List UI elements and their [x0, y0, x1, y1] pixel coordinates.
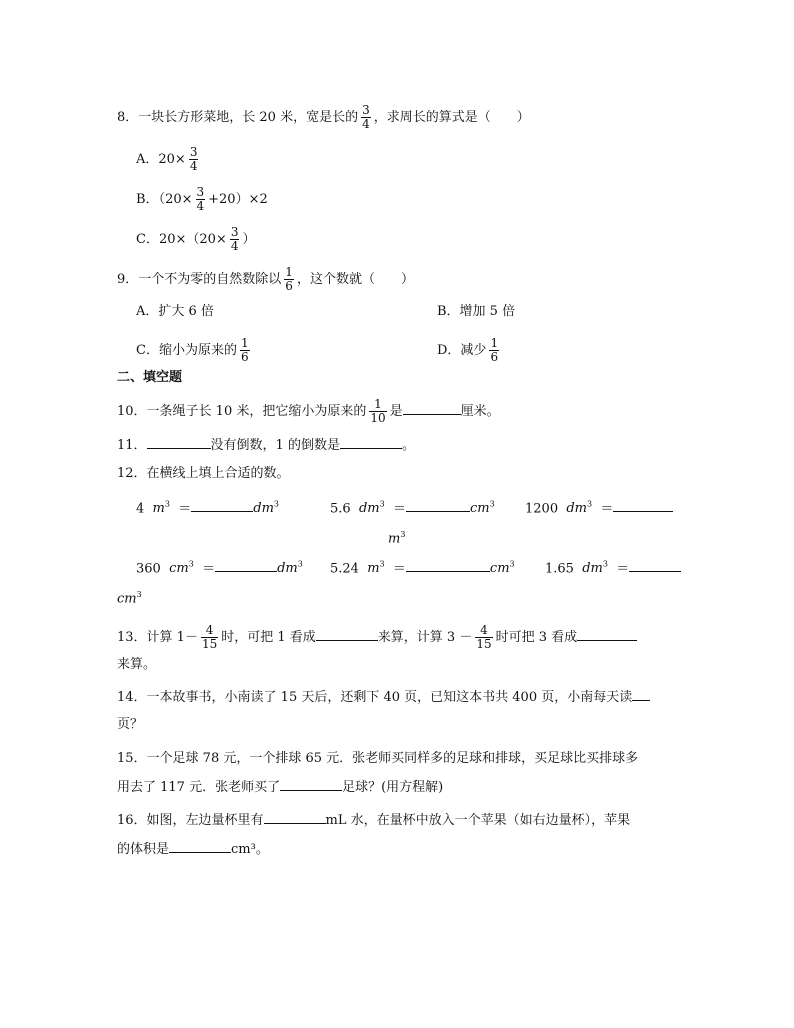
q13-blank-1[interactable] [316, 628, 378, 641]
q14-blank[interactable] [632, 688, 650, 701]
q13-line-2: 来算。 [117, 657, 157, 672]
q16-blank-1[interactable] [264, 811, 326, 824]
q11-answer-blank-1[interactable] [147, 436, 211, 449]
q9-option-a[interactable]: A．扩大 6 倍 [136, 304, 214, 319]
section-fill-in-title: 二、填空题 [117, 370, 183, 385]
q12-item-5: 5.24 $m^3 = cm^3$ [330, 560, 515, 577]
q12-item-2: 5.6 $dm^3 = cm^3$ [330, 500, 495, 517]
q12-item-6-unit: $cm^3$ [117, 590, 142, 607]
q13-fraction-1: $\frac{4}{15}$ [201, 623, 218, 651]
q15-line-1: 15．一个足球 78 元，一个排球 65 元．张老师买同样多的足球和排球，买足球比买排球多 [117, 751, 639, 766]
q12-blank-4[interactable] [215, 559, 277, 572]
q16-line-1: 16．如图，左边量杯里有 mL 水，在量杯中放入一个苹果（如右边量杯），苹果 [117, 813, 631, 828]
q8-number: 8． [117, 110, 139, 125]
q12-item-6: 1.65 $dm^3$ ＝ [545, 556, 681, 578]
q16-line-2: 的体积是 cm³。 [117, 842, 269, 857]
q15-line-2: 用去了 117 元．张老师买了 足球？(用方程解) [117, 780, 444, 795]
q15-blank[interactable] [280, 778, 342, 791]
q12-item-1: 4 $m^3 = dm^3$ [136, 500, 279, 517]
q12-blank-6[interactable] [629, 559, 681, 572]
q12-item-3: 1200 $dm^3$ ＝ [525, 496, 673, 518]
q9-option-b[interactable]: B．增加 5 倍 [437, 304, 516, 319]
q9-option-c-fraction: $\frac{1}{6}$ [240, 336, 249, 364]
q12-item-3-unit: $m^3$ [388, 530, 406, 547]
q8-text-a: 一块长方形菜地，长 20 米，宽是长的 [138, 110, 359, 125]
q13-fraction-2: $\frac{4}{15}$ [476, 623, 492, 651]
q8-option-a[interactable]: A．20× $\frac{3}{4}$ [136, 145, 198, 173]
q8-fraction: $\frac{3}{4}$ [362, 103, 370, 131]
q9-option-d-fraction: $\frac{1}{6}$ [490, 336, 499, 364]
q12-blank-3[interactable] [613, 499, 673, 512]
q12-blank-2[interactable] [406, 499, 470, 512]
q12-blank-5[interactable] [406, 559, 490, 572]
q9-number: 9． [117, 272, 139, 287]
q11-answer-blank-2[interactable] [340, 436, 402, 449]
q14-line-1: 14．一本故事书，小南读了 15 天后，还剩下 40 页，已知这本书共 400 页，小南每天读 [117, 688, 650, 707]
q9-stem: 9．一个不为零的自然数除以 $\frac{1}{6}$ ，这个数就（ ） [117, 265, 414, 293]
q8-option-b-fraction: $\frac{3}{4}$ [196, 185, 205, 213]
q12-blank-1[interactable] [191, 499, 253, 512]
q8-option-a-fraction: $\frac{3}{4}$ [189, 145, 198, 173]
q12-item-4: 360 $cm^3 = dm^3$ [136, 560, 303, 577]
q13-line-1: 13．计算 1－ $\frac{4}{15}$ 时，可把 1 看成 来算，计算 3 － $\frac{4}{15}$ 时可把 3 看成 [117, 624, 637, 651]
q8-option-c-fraction: $\frac{3}{4}$ [230, 225, 239, 253]
q10-fraction: $\frac{1}{10}$ [370, 397, 386, 425]
q9-option-d[interactable]: D．减少 $\frac{1}{6}$ [437, 336, 499, 364]
q8-text-b: ，求周长的算式是（ ） [373, 110, 530, 125]
q10-answer-blank[interactable] [403, 402, 461, 415]
q9-option-c[interactable]: C．缩小为原来的 $\frac{1}{6}$ [136, 336, 249, 364]
q10-line: 10．一条绳子长 10 米，把它缩小为原来的 $\frac{1}{10}$ 是 厘米。 [117, 397, 500, 425]
q9-fraction: $\frac{1}{6}$ [285, 265, 293, 293]
q8-stem [117, 104, 530, 131]
q16-blank-2[interactable] [169, 840, 231, 853]
q13-blank-2[interactable] [577, 628, 637, 641]
q14-line-2: 页？ [117, 717, 144, 732]
q12-stem: 12．在横线上填上合适的数。 [117, 466, 290, 481]
q11-line: 11． 没有倒数，1 的倒数是 。 [117, 438, 415, 453]
q8-option-b[interactable]: B．（20× $\frac{3}{4}$ +20）×2 [136, 185, 268, 213]
q8-option-c[interactable]: C．20×（20× $\frac{3}{4}$ ） [136, 225, 256, 253]
